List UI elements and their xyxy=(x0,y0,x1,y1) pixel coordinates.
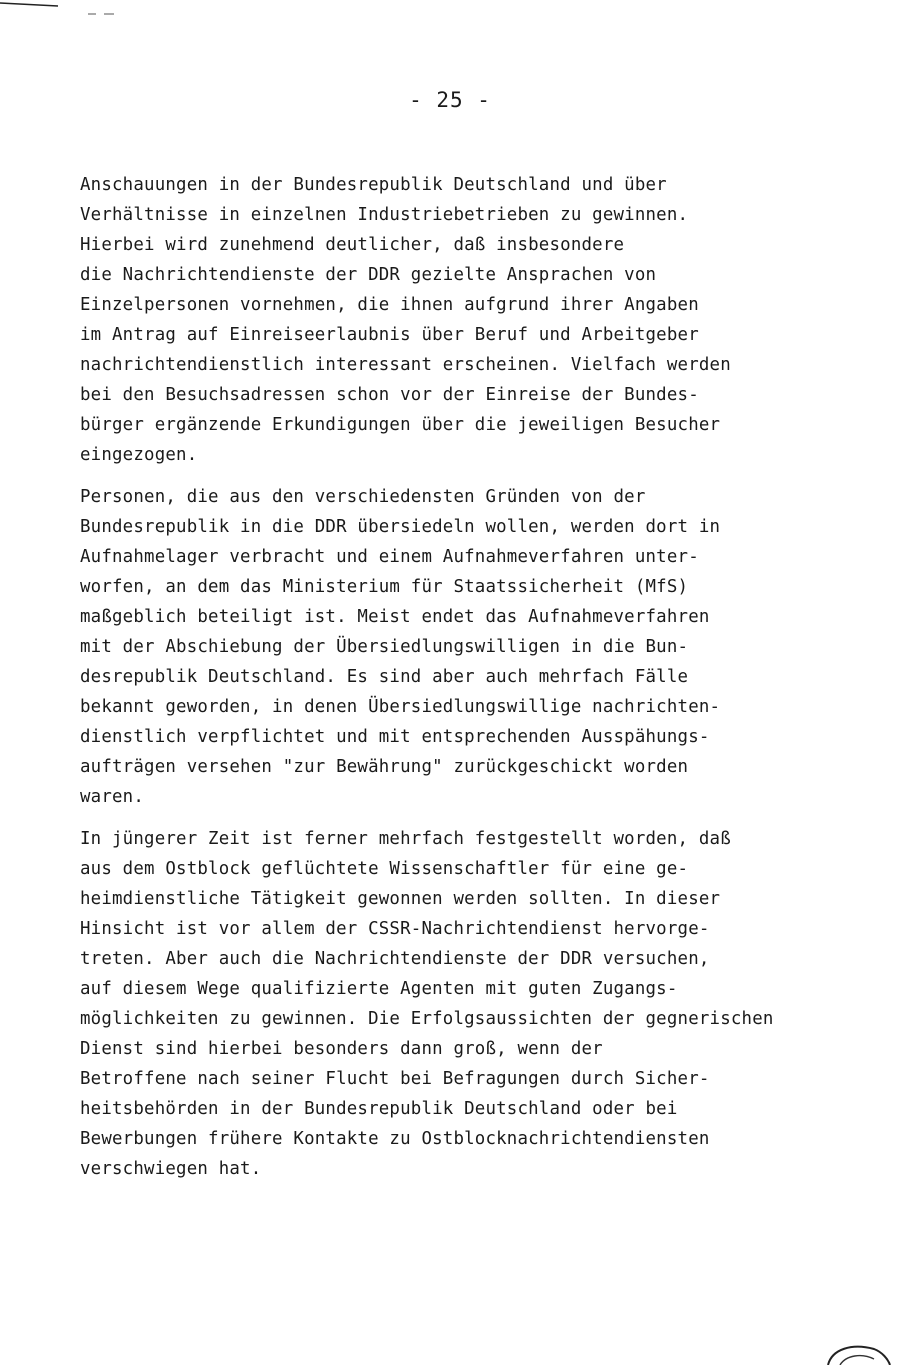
text-line: Personen, die aus den verschiedensten Gründen von der xyxy=(80,487,646,507)
text-line: möglichkeiten zu gewinnen. Die Erfolgsaussichten der gegnerischen xyxy=(80,1009,774,1029)
text-line: maßgeblich beteiligt ist. Meist endet das Aufnahmeverfahren xyxy=(80,607,710,627)
text-line: Hinsicht ist vor allem der CSSR-Nachrichtendienst hervorge- xyxy=(80,919,710,939)
text-line: desrepublik Deutschland. Es sind aber auch mehrfach Fälle xyxy=(80,667,689,687)
text-line: Aufnahmelager verbracht und einem Aufnahmeverfahren unter- xyxy=(80,547,699,567)
text-line: verschwiegen hat. xyxy=(80,1159,262,1179)
text-line: auf diesem Wege qualifizierte Agenten mit guten Zugangs- xyxy=(80,979,678,999)
text-line: bekannt geworden, in denen Übersiedlungswillige nachrichten- xyxy=(80,697,721,717)
text-line: In jüngerer Zeit ist ferner mehrfach festgestellt worden, daß xyxy=(80,829,731,849)
text-line: dienstlich verpflichtet und mit entsprechenden Ausspähungs- xyxy=(80,727,710,747)
text-line: im Antrag auf Einreiseerlaubnis über Beruf und Arbeitgeber xyxy=(80,325,699,345)
text-line: Bundesrepublik in die DDR übersiedeln wollen, werden dort in xyxy=(80,517,721,537)
text-line: bürger ergänzende Erkundigungen über die jeweiligen Besucher xyxy=(80,415,721,435)
text-line: Hierbei wird zunehmend deutlicher, daß insbesondere xyxy=(80,235,625,255)
text-line: die Nachrichtendienste der DDR gezielte Ansprachen von xyxy=(80,265,657,285)
text-line: Dienst sind hierbei besonders dann groß, wenn der xyxy=(80,1039,603,1059)
text-line: Bewerbungen frühere Kontakte zu Ostblocknachrichtendiensten xyxy=(80,1129,710,1149)
text-line: worfen, an dem das Ministerium für Staatssicherheit (MfS) xyxy=(80,577,689,597)
text-line: Anschauungen in der Bundesrepublik Deutschland und über xyxy=(80,175,667,195)
text-line: bei den Besuchsadressen schon vor der Einreise der Bundes- xyxy=(80,385,699,405)
text-line: waren. xyxy=(80,787,145,807)
text-line: mit der Abschiebung der Übersiedlungswilligen in die Bun- xyxy=(80,637,689,657)
text-line: aufträgen versehen "zur Bewährung" zurückgeschickt worden xyxy=(80,757,689,777)
scan-mark-bottom-right xyxy=(822,1335,892,1365)
paragraph-2 xyxy=(80,482,830,812)
text-line: heimdienstliche Tätigkeit gewonnen werden sollten. In dieser xyxy=(80,889,721,909)
text-line: Betroffene nach seiner Flucht bei Befragungen durch Sicher- xyxy=(80,1069,710,1089)
text-line: Verhältnisse in einzelnen Industriebetrieben zu gewinnen. xyxy=(80,205,689,225)
text-line: aus dem Ostblock geflüchtete Wissenschaftler für eine ge- xyxy=(80,859,689,879)
paragraph-3 xyxy=(80,824,830,1184)
text-line: heitsbehörden in der Bundesrepublik Deutschland oder bei xyxy=(80,1099,678,1119)
scan-mark-top-left xyxy=(0,0,120,22)
text-line: nachrichtendienstlich interessant erscheinen. Vielfach werden xyxy=(80,355,731,375)
page-number: - 25 - xyxy=(409,88,491,112)
paragraph-1 xyxy=(80,170,830,470)
text-line: Einzelpersonen vornehmen, die ihnen aufgrund ihrer Angaben xyxy=(80,295,699,315)
text-line: treten. Aber auch die Nachrichtendienste der DDR versuchen, xyxy=(80,949,710,969)
document-body xyxy=(80,170,830,1196)
text-line: eingezogen. xyxy=(80,445,198,465)
